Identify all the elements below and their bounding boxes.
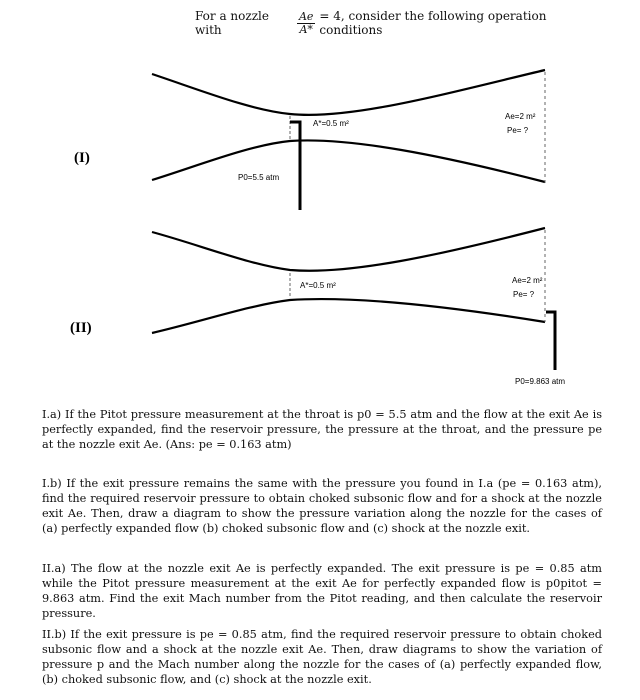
fraction-denominator: A*: [299, 22, 313, 36]
nozzle-1-lower-wall: [152, 140, 545, 182]
exit-2-area-label: Ae=2 m²: [512, 276, 543, 285]
throat-2-label: A*=0.5 m²: [300, 281, 336, 290]
pitot-probe-1: [290, 122, 300, 210]
exit-1-area-label: Ae=2 m²: [505, 112, 536, 121]
paragraph-Ia: I.a) If the Pitot pressure measurement at the throat is p0 = 5.5 atm and the flow at the exit Ae is perfectly expanded, find the reservoir pressure, the pressure at the throat, and the pressure pe at the nozzle exit Ae. (Ans: pe = 0.163 atm): [42, 408, 602, 451]
fraction-numerator: Ae: [298, 9, 314, 23]
pitot-1-label: P0=5.5 atm: [238, 173, 280, 182]
throat-1-label: A*=0.5 m²: [313, 119, 349, 128]
pitot-probe-2: [546, 312, 555, 370]
area-ratio-fraction: [297, 11, 315, 36]
pitot-2-label: P0=9.863 atm: [515, 377, 566, 386]
exit-1-pressure-label: Pe= ?: [507, 126, 529, 135]
problem-header: [195, 8, 595, 38]
nozzle-2-upper-wall: [152, 228, 545, 271]
paragraph-IIb: II.b) If the exit pressure is pe = 0.85 atm, find the required reservoir pressure to obtain choked subsonic flow and a shock at the nozzle exit Ae. Then, draw diagrams to show the variation of pressure p and the Mach number along the nozzle for the cases of (a) perfectly expanded flow, (b) choked subsonic flow, and (c) shock at the nozzle exit.: [42, 628, 602, 686]
header-suffix: = 4, consider the following operation conditions: [319, 9, 547, 37]
case-2-roman: (II): [70, 320, 92, 336]
nozzle-case-1: [74, 70, 545, 210]
case-1-roman: (I): [74, 150, 90, 166]
header-prefix: For a nozzle with: [195, 9, 269, 37]
nozzle-diagrams: [0, 50, 640, 395]
nozzle-1-upper-wall: [152, 70, 545, 115]
exit-2-pressure-label: Pe= ?: [513, 290, 535, 299]
nozzle-2-lower-wall: [152, 299, 545, 333]
paragraph-Ib: I.b) If the exit pressure remains the same with the pressure you found in I.a (pe = 0.163 atm), find the required reservoir pressure to obtain choked subsonic flow and for a shock at the nozzle exit Ae. Then, draw a diagram to show the pressure variation along the nozzle for the cases of (a) perfectly expanded flow (b) choked subsonic flow and (c) shock at the nozzle exit.: [42, 477, 602, 535]
paragraph-IIa: II.a) The flow at the nozzle exit Ae is perfectly expanded. The exit pressure is pe = 0.85 atm while the Pitot pressure measurement at the exit Ae for perfectly expanded flow is p0pitot = 9.863 atm. Find the exit Mach number from the Pitot reading, and then calculate the reservoir pressure.: [42, 562, 602, 620]
nozzle-case-2: [70, 228, 565, 386]
